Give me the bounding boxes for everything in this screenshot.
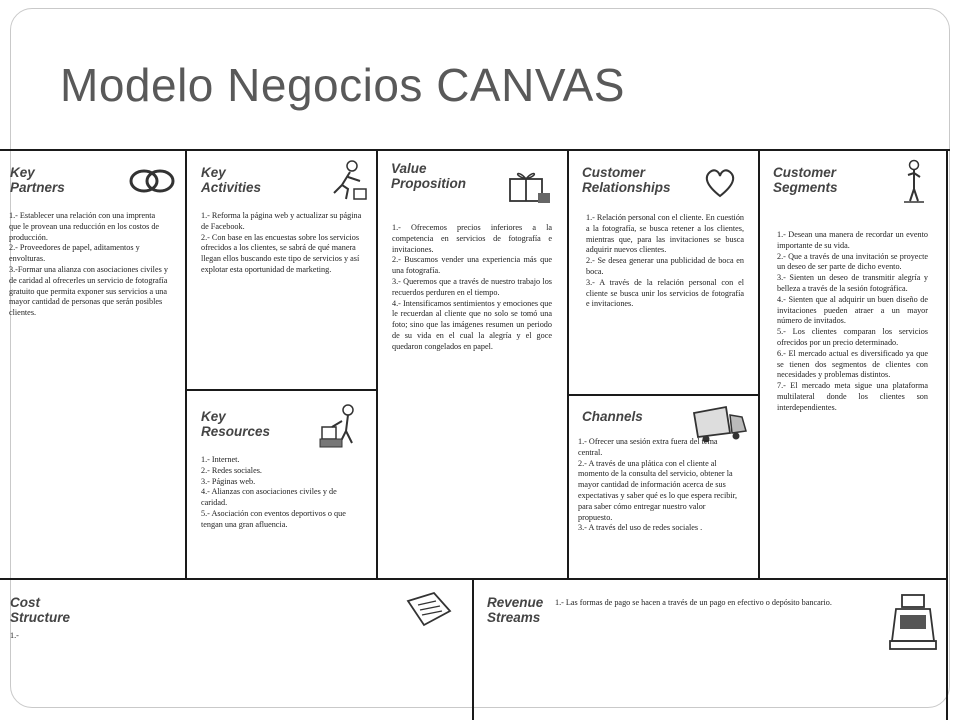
grid-line [568,394,759,396]
list-item: 5.- Asociación con eventos deportivos o que tengan una gran afluencia. [201,508,346,529]
cost-structure-heading: Cost Structure [10,595,71,625]
list-item: 5.- Los clientes comparan los servicios ofrecidos por un precio determinado. [777,327,928,347]
person-icon [902,159,926,203]
list-item: 1.- Ofrecer una sesión extra fuera del tema central. [578,437,718,457]
list-item: 4.- Intensificamos sentimientos y emociones que le recuerdan al cliente que no solo se tomó una foto; sino que las imágenes resumen un periodo de su vida en el cual la alegría y el goce quedaron congelados en papel. [392,298,552,351]
grid-line-top [0,149,950,151]
grid-line [946,149,948,720]
list-item: 3.- Queremos que a través de nuestro trabajo los recuerdos perduren en el tiempo. [392,276,552,297]
list-item: 2.- Que a través de una invitación se proyecte un deseo de ser parte de dicho evento. [777,251,928,272]
list-item: 1.- Las formas de pago se hacen a través de un pago en efectivo o depósito bancario. [555,598,832,607]
customer-segments-text [777,230,928,414]
grid-line [0,578,948,580]
list-item: 2.- Con base en las encuestas sobre los servicios ofrecidos a los clientes, se sabrá de qué manera llegan ellos buscando este tipo de servicios y así explotar esta oportunidad de marketing. [201,232,360,274]
key-resources-heading: Key Resources [201,409,271,439]
revenue-streams-text [555,598,885,609]
business-model-canvas [0,145,952,720]
list-item: 6.- El mercado actual es diversificado ya que se tienen dos segmentos de clientes con necesidades y problemas distintos. [777,348,928,380]
customer-relationships-heading: Customer Relationships [582,165,671,195]
list-item: 1.- Desean una manera de recordar un evento importante de su vida. [777,230,928,250]
channels-text [578,437,738,534]
channels-heading: Channels [582,409,643,424]
list-item: 2.- Proveedores de papel, aditamentos y envolturas. [9,243,140,264]
list-item: 3.- A través del uso de redes sociales . [578,523,703,533]
grid-line [185,149,187,579]
list-item: 2.- Se desea generar una publicidad de boca en boca. [586,256,744,276]
list-item: 7.- El mercado meta sigue una plataforma multilateral donde los clientes son interdependientes. [777,381,928,412]
value-proposition-text [392,223,552,353]
grid-line [186,389,377,391]
list-item: 3.- A través de la relación personal con el cliente se busca unir los servicios de fotografía e invitaciones. [586,277,744,309]
list-item: 2.- A través de una plática con el cliente al momento de la consulta del servicio, obtener la mayor cantidad de información acerca de sus expectativas y saber qué es lo que espera recibir, para saber cómo entregar nuestro valor propuesto. [578,458,738,522]
grid-line [472,578,474,720]
key-activities-text [201,211,364,276]
worker-with-boxes-icon [318,403,368,449]
cash-register-icon [888,591,938,651]
key-activities-heading: Key Activities [201,165,262,195]
key-partners-text [9,211,169,319]
value-proposition-heading: Value Proposition [391,161,466,191]
list-item: 3.- Sienten un deseo de transmitir alegría y belleza a través de la sesión fotográfica. [777,273,928,293]
list-item: 2.- Redes sociales. [201,465,262,475]
gift-box-icon [504,167,552,205]
list-item: 4.- Alianzas con asociaciones civiles y de caridad. [201,487,337,508]
page-title: Modelo Negocios CANVAS [60,59,625,111]
chain-links-icon [128,163,176,199]
list-item: 2.- Buscamos vender una experiencia más que una fotografía. [392,255,552,276]
customer-relationships-text [586,213,744,310]
key-resources-text [201,455,364,531]
list-item: 1.- Relación personal con el cliente. En cuestión a la fotografía, se busca retener a los clientes, mientras que, para las invitaciones se busca adquirir nuevos clientes. [586,213,745,255]
list-item: 3.-Formar una alianza con asociaciones civiles y de caridad al ofrecerles un servicio de fotografía gratuito que permita exponer sus servicios a una mayor cantidad de personas que serán posibles clientes. [9,264,168,318]
grid-line [567,149,569,579]
list-item: 1.- Reforma la página web y actualizar su página de Facebook. [201,211,362,231]
list-item: 3.- Páginas web. [201,476,256,486]
customer-segments-heading: Customer Segments [773,165,838,195]
list-item: 4.- Sienten que al adquirir un buen diseño de invitaciones pueden atraer a un mayor número de invitados. [777,294,928,326]
heart-icon [702,167,738,199]
list-item: 1.- Establecer una relación con una imprenta que le provean una reducción en los costos de producción. [9,211,160,242]
list-item: 1.- Ofrecemos precios inferiores a la competencia en servicios de fotografía e invitaciones. [392,223,552,254]
list-item: 1.- [10,631,19,640]
cost-structure-text [10,631,210,642]
list-item: 1.- Internet. [201,455,240,464]
grid-line [758,149,760,579]
revenue-streams-heading: Revenue Streams [487,595,544,625]
grid-line [376,149,378,579]
price-tag-icon [404,589,454,629]
worker-icon [328,159,368,201]
key-partners-heading: Key Partners [10,165,65,195]
